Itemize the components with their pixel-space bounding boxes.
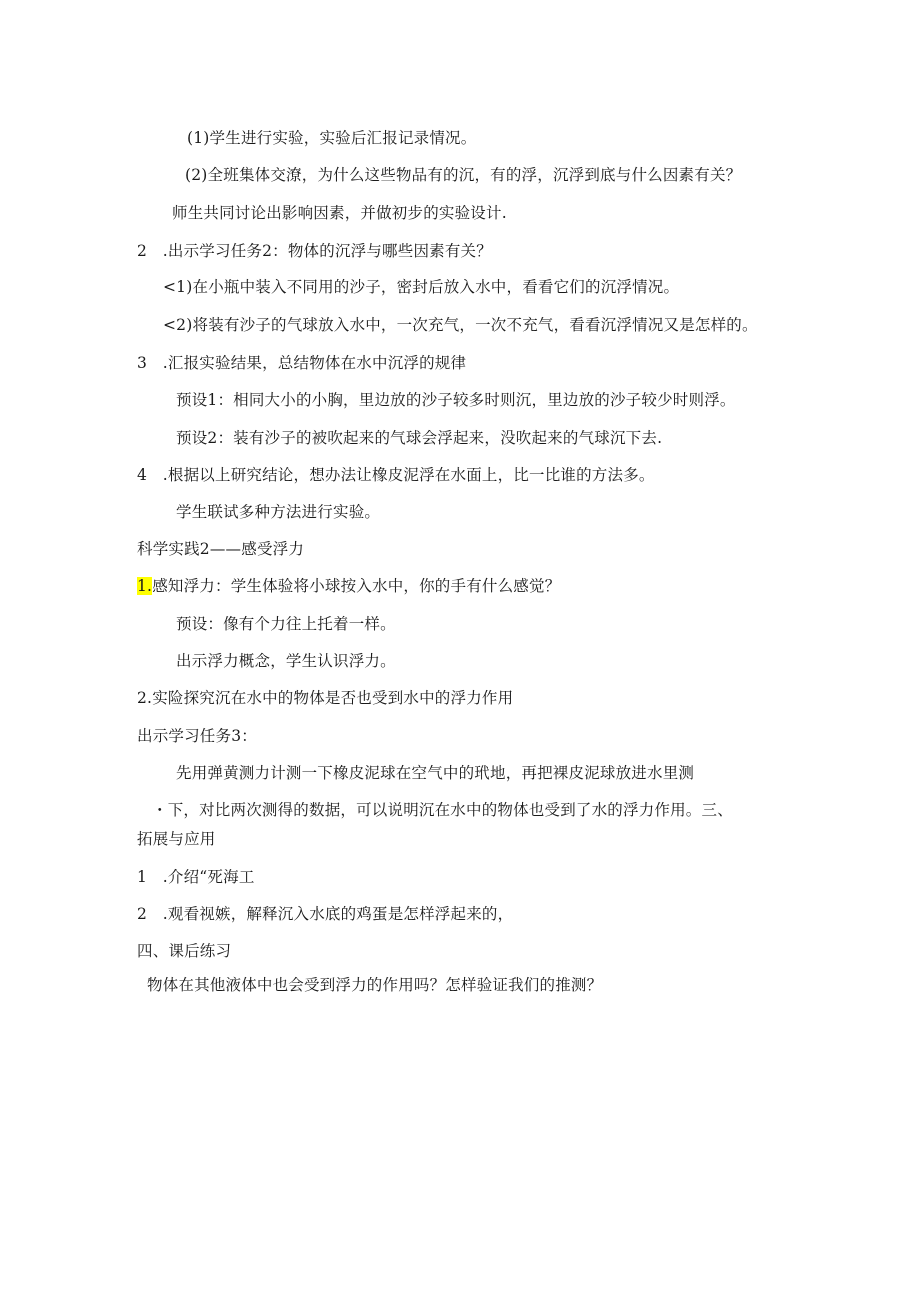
text-line: 2 .出示学习任务2：物体的沉浮与哪些因素有关？ bbox=[137, 242, 492, 260]
text-line: 1 .介绍“死海工 bbox=[137, 868, 255, 886]
text-line: 先用弹黄测力计测一下橡皮泥球在空气中的玳地，再把裸皮泥球放进水里测 bbox=[176, 764, 695, 782]
section-heading: 拓展与应用 bbox=[137, 830, 216, 848]
text-line: 出示浮力概念，学生认识浮力。 bbox=[176, 652, 396, 670]
text-line: 学生联试多种方法进行实验。 bbox=[176, 503, 381, 521]
text-line: 预设2：装有沙子的被吹起来的气球会浮起来，没吹起来的气球沉下去. bbox=[176, 429, 663, 447]
text-line: 出示学习任务3： bbox=[137, 727, 257, 745]
text-line: 师生共同讨论出影响因素，并做初步的实验设计. bbox=[172, 204, 507, 222]
text-line-content: 感知浮力：学生体验将小球按入水中，你的手有什么感觉？ bbox=[152, 577, 561, 595]
text-line: 2 .观看视嫉，解释沉入水底的鸡蛋是怎样浮起来的， bbox=[137, 905, 514, 923]
text-line: <2)将装有沙子的气球放入水中，一次充气，一次不充气，看看沉浮情况又是怎样的。 bbox=[163, 316, 758, 334]
text-line: ・下，对比两次测得的数据，可以说明沉在水中的物体也受到了水的浮力作用。三、 bbox=[152, 801, 733, 819]
text-line: 2.实险探究沉在水中的物体是否也受到水中的浮力作用 bbox=[137, 689, 514, 707]
text-line bbox=[137, 576, 560, 596]
text-line: 预设：像有个力往上托着一样。 bbox=[176, 615, 396, 633]
text-line: 物体在其他液体中也会受到浮力的作用吗？怎样验证我们的推测？ bbox=[147, 976, 603, 994]
text-line: (1)学生进行实验，实验后汇报记录情况。 bbox=[187, 129, 477, 147]
text-line: 3 .汇报实验结果，总结物体在水中沉浮的规律 bbox=[137, 354, 467, 372]
text-line: 预设1：相同大小的小胸，里边放的沙子较多时则沉，里边放的沙子较少时则浮。 bbox=[176, 391, 736, 409]
section-heading: 科学实践2——感受浮力 bbox=[137, 540, 305, 558]
highlighted-number: 1. bbox=[137, 577, 153, 595]
text-line: 4 .根据以上研究结论，想办法让橡皮泥浮在水面上，比一比谁的方法多。 bbox=[137, 466, 655, 484]
text-line: <1)在小瓶中装入不同用的沙子，密封后放入水中，看看它们的沉浮情况。 bbox=[163, 278, 680, 296]
text-line: (2)全班集体交潦，为什么这些物品有的沉，有的浮，沉浮到底与什么因素有关？ bbox=[185, 166, 742, 184]
section-heading: 四、课后练习 bbox=[137, 942, 232, 960]
